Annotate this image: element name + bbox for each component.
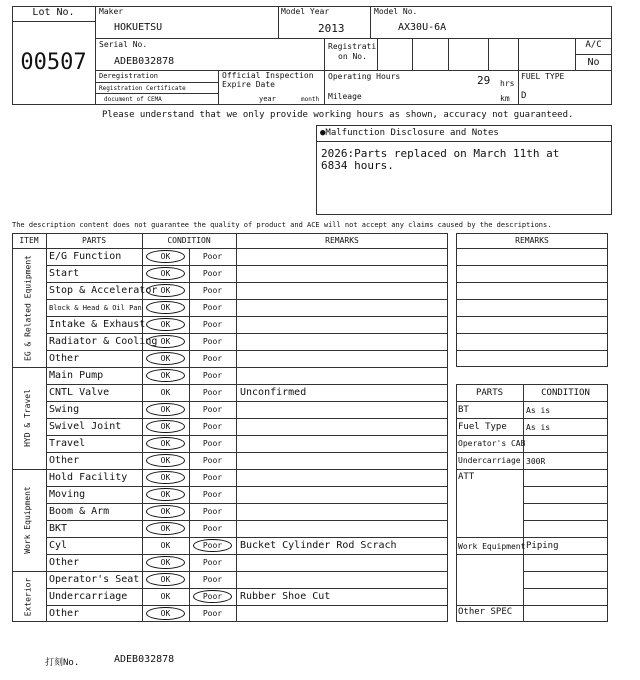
part-name: E/G Function [49,251,122,262]
spec-value: As is [526,406,551,415]
ok-selected-circle [146,284,185,297]
divider [46,486,448,487]
ok-option[interactable]: OK [160,473,171,482]
cema-document-label: document of CEMA [104,96,162,103]
ok-option[interactable]: OK [160,286,171,295]
model-year-value: 2013 [318,22,345,35]
poor-option[interactable]: Poor [202,558,223,567]
group-label: HYD & Travel [23,389,32,447]
poor-option[interactable]: Poor [202,303,223,312]
ok-option[interactable]: OK [160,439,171,448]
poor-selected-circle [193,590,232,603]
part-name: Other [49,557,80,568]
divider [12,571,448,572]
divider [46,333,448,334]
notice-text: Please understand that we only provide working hours as shown, accuracy not guaranteed. [102,110,574,120]
divider [456,605,523,606]
part-name: BKT [49,523,68,534]
ok-selected-circle [146,607,185,620]
ok-selected-circle [146,250,185,263]
ok-selected-circle [146,488,185,501]
att-label: ATT [458,472,475,482]
divider [488,38,489,70]
divider [370,6,371,38]
poor-option[interactable]: Poor [202,405,223,414]
poor-option[interactable]: Poor [202,371,223,380]
model-no-label: Model No. [374,7,418,16]
disclaimer-text: The description content does not guarantee the quality of product and ACE will not accept any claims caused by the descriptions. [12,221,552,229]
divider [523,503,608,504]
table-border [456,233,608,367]
poor-option[interactable]: Poor [202,269,223,278]
inspection-label: Official Inspection [222,71,314,80]
divider [456,452,608,453]
remark-text: Unconfirmed [240,387,307,398]
right-remarks-header: REMARKS [515,236,549,245]
ok-option[interactable]: OK [160,337,171,346]
poor-option[interactable]: Poor [202,524,223,533]
part-name: Undercarriage [49,591,128,602]
ok-option[interactable]: OK [160,541,171,550]
divider [278,6,279,38]
part-name: Hold Facility [49,472,128,483]
ok-selected-circle [146,556,185,569]
part-name: Boom & Arm [49,506,110,517]
poor-option[interactable]: Poor [202,286,223,295]
part-name: Swivel Joint [49,421,122,432]
registration-label-2: on No. [338,52,367,61]
spec-part: Fuel Type [458,422,507,432]
poor-option[interactable]: Poor [202,456,223,465]
deregistration-label: Deregistration [99,72,159,80]
ok-selected-circle [146,335,185,348]
divider [456,554,523,555]
part-name: CNTL Valve [49,387,110,398]
ok-option[interactable]: OK [160,592,171,601]
poor-option[interactable]: Poor [202,337,223,346]
ok-selected-circle [146,301,185,314]
divider [95,93,218,94]
group-label: Exterior [23,577,32,616]
ok-option[interactable]: OK [160,507,171,516]
mileage-label: Mileage [328,92,362,101]
spec-part: Undercarriage [458,456,521,465]
fuel-type-value: D [521,91,527,101]
poor-option[interactable]: Poor [202,388,223,397]
malfunction-title: ●Malfunction Disclosure and Notes [320,128,499,138]
divider [377,38,378,70]
ok-selected-circle [146,267,185,280]
poor-option[interactable]: Poor [202,507,223,516]
registration-label: Registrati [328,42,377,51]
poor-option[interactable]: Poor [202,490,223,499]
divider [46,401,448,402]
divider [46,452,448,453]
column-header: CONDITION [167,236,211,245]
part-name: Radiator & Cooling [49,336,158,347]
malfunction-text-2: 6834 hours. [321,159,394,172]
poor-option[interactable]: Poor [202,592,223,601]
divider [316,141,612,142]
ok-option[interactable]: OK [160,524,171,533]
ok-option[interactable]: OK [160,575,171,584]
divider [456,435,608,436]
part-name: Operator's Seat [49,574,140,585]
divider [46,537,448,538]
ok-option[interactable]: OK [160,388,171,397]
ok-selected-circle [146,420,185,433]
serial-value: ADEB032878 [114,56,175,67]
ok-option[interactable]: OK [160,422,171,431]
group-label: EG & Related Equipment [23,254,32,361]
part-name: Block & Head & Oil Pan [49,304,142,312]
divider [46,350,448,351]
part-name: Other [49,608,80,619]
poor-option[interactable]: Poor [202,575,223,584]
divider [46,520,448,521]
divider [95,6,96,105]
divider [456,248,608,249]
divider [523,571,608,572]
ok-option[interactable]: OK [160,269,171,278]
part-name: Cyl [49,540,68,551]
part-name: Main Pump [49,370,104,381]
part-name: Other [49,455,80,466]
divider [46,605,448,606]
part-name: Start [49,268,80,279]
divider [575,54,612,55]
ok-option[interactable]: OK [160,252,171,261]
column-header: ITEM [19,236,39,245]
divider [46,265,448,266]
divider [456,418,608,419]
column-header: PARTS [81,236,107,245]
remark-text: Bucket Cylinder Rod Scrach [240,540,397,551]
divider [412,38,413,70]
ok-option[interactable]: OK [160,405,171,414]
inspection-label-2: Expire Date [222,80,275,89]
divider [523,537,608,538]
fuel-type-label: FUEL TYPE [521,72,565,81]
divider [46,503,448,504]
work-equipment-value: Piping [526,541,559,551]
hrs-label: hrs [500,79,515,88]
lot-label: Lot No. [32,7,75,18]
spec-part: Operator's CAB [458,439,526,448]
ok-selected-circle [146,522,185,535]
part-name: Moving [49,489,86,500]
divider [218,70,219,105]
ok-selected-circle [146,505,185,518]
month-label: month [301,96,320,103]
divider [46,435,448,436]
spec-value: 300R [526,457,546,466]
ok-selected-circle [146,437,185,450]
part-name: Intake & Exhaust [49,319,146,330]
divider [12,21,95,22]
ok-option[interactable]: OK [160,354,171,363]
ok-option[interactable]: OK [160,609,171,618]
poor-option[interactable]: Poor [202,422,223,431]
divider [46,554,448,555]
poor-option[interactable]: Poor [202,320,223,329]
column-header: REMARKS [325,236,359,245]
ok-selected-circle [146,573,185,586]
divider [95,38,612,39]
lot-number: 00507 [20,50,87,75]
divider [46,384,448,385]
divider [95,70,612,71]
ok-option[interactable]: OK [160,320,171,329]
divider [12,367,448,368]
km-label: km [500,94,510,103]
ok-option[interactable]: OK [160,371,171,380]
other-spec-label: Other SPEC [458,607,513,617]
divider [236,233,237,622]
part-name: Travel [49,438,86,449]
poor-option[interactable]: Poor [202,473,223,482]
poor-option[interactable]: Poor [202,541,223,550]
ac-label: A/C [585,40,602,50]
maker-value: HOKUETSU [114,22,163,33]
ok-selected-circle [146,369,185,382]
ok-selected-circle [146,471,185,484]
remark-text: Rubber Shoe Cut [240,591,331,602]
divider [456,350,608,351]
part-name: Other [49,353,80,364]
divider [518,38,519,105]
serial-label: Serial No. [99,40,148,49]
divider [46,418,448,419]
poor-option[interactable]: Poor [202,252,223,261]
divider [523,605,608,606]
divider [523,554,608,555]
poor-option[interactable]: Poor [202,354,223,363]
poor-selected-circle [193,539,232,552]
divider [456,537,523,538]
divider [523,486,608,487]
parts-header: PARTS [475,388,504,398]
ok-selected-circle [146,454,185,467]
ok-option[interactable]: OK [160,558,171,567]
spec-part: BT [458,405,469,415]
model-year-label: Model Year [281,7,330,16]
maker-label: Maker [99,7,124,16]
divider [456,265,608,266]
ok-option[interactable]: OK [160,456,171,465]
malfunction-text-1: 2026:Parts replaced on March 11th at [321,147,560,160]
spec-value: As is [526,423,551,432]
ok-option[interactable]: OK [160,303,171,312]
divider [46,282,448,283]
part-name: Stop & Accelerator [49,285,158,296]
stamp-number-label: 打刻No. [45,658,80,668]
divider [12,248,448,249]
year-label: year [259,95,276,103]
ac-value: No [587,57,600,68]
work-equipment-label: Work Equipment [458,542,526,551]
divider [46,233,47,622]
ok-selected-circle [146,318,185,331]
divider [523,588,608,589]
divider [95,82,218,83]
ok-option[interactable]: OK [160,490,171,499]
registration-certificate-label: Registration Certificate [99,85,186,92]
ok-selected-circle [146,352,185,365]
operating-hours-label: Operating Hours [328,72,401,81]
divider [448,38,449,70]
ok-selected-circle [146,403,185,416]
divider [456,282,608,283]
divider [46,588,448,589]
divider [46,316,448,317]
divider [456,333,608,334]
divider [456,299,608,300]
divider [324,38,325,105]
poor-option[interactable]: Poor [202,609,223,618]
poor-option[interactable]: Poor [202,439,223,448]
divider [456,469,608,470]
divider [456,316,608,317]
operating-hours-value: 29 [477,74,491,87]
model-no-value: AX30U-6A [398,22,447,33]
group-label: Work Equipment [23,486,32,554]
divider [456,401,608,402]
divider [523,520,608,521]
part-name: Swing [49,404,80,415]
stamp-number-value: ADEB032878 [114,654,175,665]
condition-header: CONDITION [541,388,590,398]
divider [12,469,448,470]
divider [46,299,448,300]
